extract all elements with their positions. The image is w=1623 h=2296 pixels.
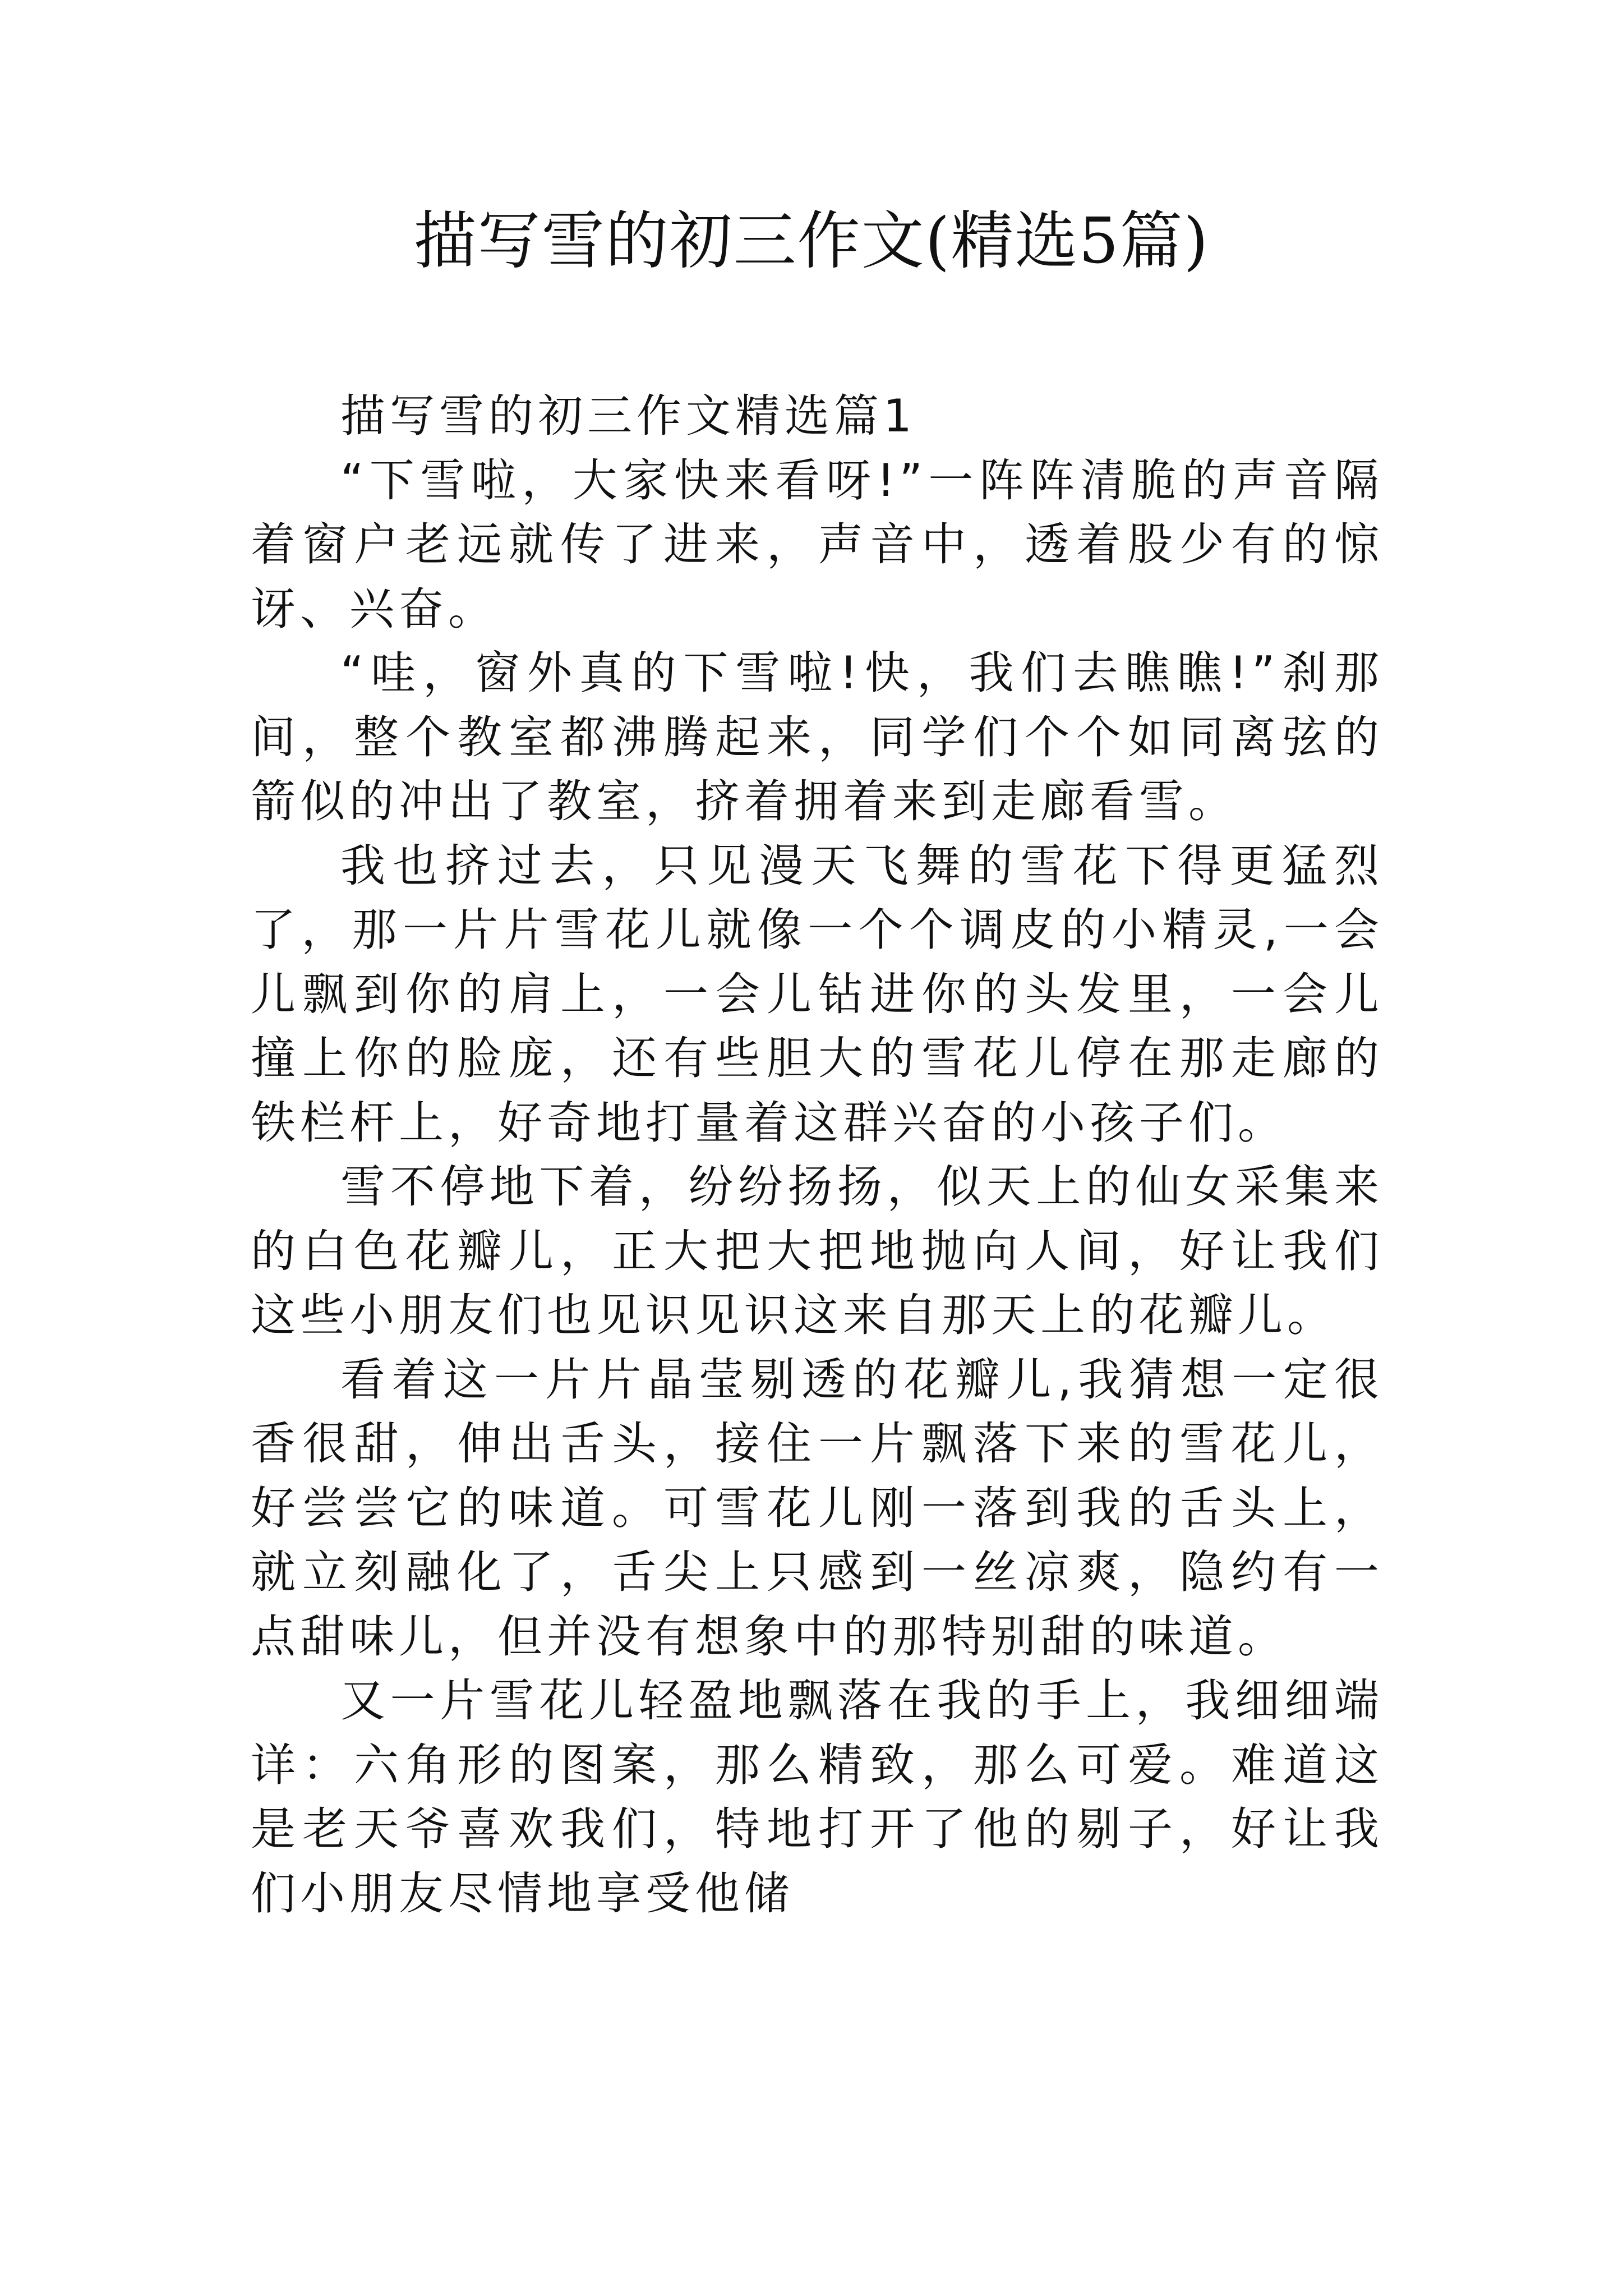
paragraph: 我也挤过去，只见漫天飞舞的雪花下得更猛烈了，那一片片雪花儿就像一个个调皮的小精灵,一会儿飘到你的肩上，一会儿钻进你的头发里，一会儿撞上你的脸庞，还有些胆大的雪花儿停在那走廊的铁栏杆上，好奇地打量着这群兴奋的小孩子们。	[251, 839, 1384, 1149]
paragraph: “哇，窗外真的下雪啦!快，我们去瞧瞧!”刹那间，整个教室都沸腾起来，同学们个个如同离弦的箭似的冲出了教室，挤着拥着来到走廊看雪。	[251, 647, 1384, 827]
paragraph: 看着这一片片晶莹剔透的花瓣儿,我猜想一定很香很甜，伸出舌头，接住一片飘落下来的雪花儿，好尝尝它的味道。可雪花儿刚一落到我的舌头上，就立刻融化了，舌尖上只感到一丝凉爽，隐约有一点甜味儿，但并没有想象中的那特别甜的味道。	[251, 1353, 1384, 1663]
document-body	[251, 384, 1384, 1926]
paragraph: 又一片雪花儿轻盈地飘落在我的手上，我细细端详：六角形的图案，那么精致，那么可爱。难道这是老天爷喜欢我们，特地打开了他的剔子，好让我们小朋友尽情地享受他储	[251, 1674, 1384, 1920]
document-title: 描写雪的初三作文(精选5篇)	[413, 205, 1210, 278]
paragraph: “下雪啦，大家快来看呀!”一阵阵清脆的声音隔着窗户老远就传了进来，声音中，透着股少有的惊讶、兴奋。	[251, 454, 1384, 635]
section-heading: 描写雪的初三作文精选篇1	[340, 390, 916, 442]
paragraph: 雪不停地下着，纷纷扬扬，似天上的仙女采集来的白色花瓣儿，正大把大把地抛向人间，好让我们这些小朋友们也见识见识这来自那天上的花瓣儿。	[251, 1161, 1384, 1341]
